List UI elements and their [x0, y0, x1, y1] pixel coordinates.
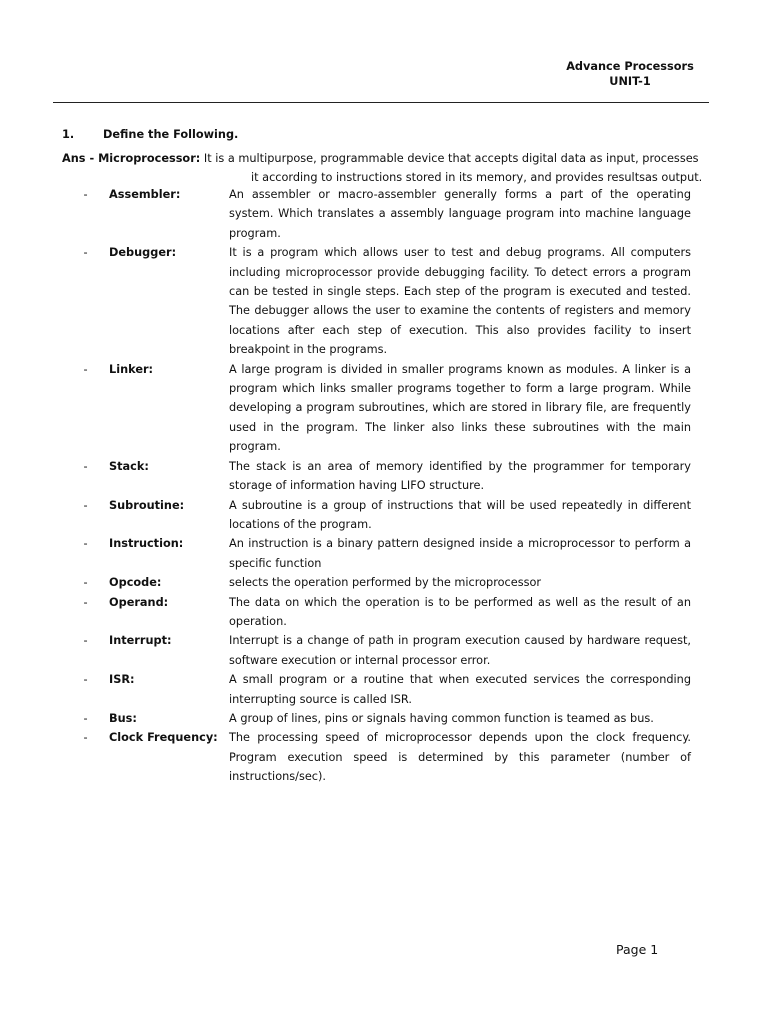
definition-term: Opcode: — [109, 576, 162, 590]
definition-text: A subroutine is a group of instructions that will be used repeatedly in different locations of the program. — [229, 498, 691, 531]
definition-text: selects the operation performed by the microprocessor — [229, 576, 542, 590]
definition-term: Clock Frequency: — [109, 731, 218, 745]
definition-term: Assembler: — [109, 188, 181, 201]
definition-entry — [62, 593, 714, 632]
definition-text: An instruction is a binary pattern designed inside a microprocessor to perform a specific function — [229, 537, 691, 570]
definition-text: A group of lines, pins or signals having common function is teamed as bus. — [229, 711, 654, 725]
definition-entry — [62, 709, 714, 728]
definition-term: Subroutine: — [109, 498, 185, 512]
definition-entry — [62, 631, 714, 670]
definition-term: Linker: — [109, 362, 154, 376]
definition-entry — [62, 360, 714, 457]
definition-list — [62, 185, 714, 787]
definition-text: An assembler or macro-assembler generally forms a part of the operating system. Which translates a assembly language program into machine language program. — [229, 188, 691, 240]
definition-term: Instruction: — [109, 537, 184, 551]
definition-text: A small program or a routine that when executed services the corresponding interrupting source is called ISR. — [229, 673, 691, 706]
definition-text: The stack is an area of memory identified by the programmer for temporary storage of information having LIFO structure. — [229, 459, 691, 493]
header-divider — [53, 102, 709, 103]
definition-text: Interrupt is a change of path in program execution caused by hardware request, software execution or internal processor error. — [229, 634, 691, 667]
definition-entry — [62, 243, 714, 359]
list-dash: - — [83, 576, 88, 590]
definition-term: ISR: — [109, 673, 135, 687]
first-definition-entry — [62, 149, 714, 188]
page-header — [560, 59, 700, 89]
definition-entry — [62, 457, 714, 496]
list-dash: - — [83, 188, 88, 201]
list-dash: - — [83, 731, 88, 745]
list-dash: - — [83, 673, 88, 687]
page-number: Page 1 — [616, 942, 659, 957]
definition-entry — [62, 573, 714, 592]
definition-entry — [62, 185, 714, 243]
definition-term: Debugger: — [109, 246, 177, 260]
question-number: 1. — [62, 128, 75, 141]
list-dash: - — [83, 537, 88, 551]
list-dash: - — [83, 459, 88, 473]
definition-entry — [62, 728, 714, 786]
list-dash: - — [83, 246, 88, 260]
definition-text: It is a program which allows user to test and debug programs. All computers including microprocessor provide debugging facility. To detect errors a program can be tested in single steps. Each step of the program is executed and tested. The debugger allows the user to examine the contents of registers and memory locations after each step of execution. This also provides facility to insert breakpoint in the programs. — [229, 246, 691, 357]
list-dash: - — [83, 711, 88, 725]
first-entry-definition-line1: It is a multipurpose, programmable device that accepts digital data as input, processes — [203, 152, 699, 165]
definition-term: Interrupt: — [109, 634, 172, 648]
list-dash: - — [83, 362, 88, 376]
first-entry-definition-line2: it according to instructions stored in its memory, and provides resultsas output. — [251, 171, 703, 185]
definition-term: Operand: — [109, 595, 169, 609]
list-dash: - — [83, 498, 88, 512]
question-title: Define the Following. — [103, 128, 239, 141]
definition-entry — [62, 534, 714, 573]
definition-text: The data on which the operation is to be performed as well as the result of an operation. — [229, 595, 691, 628]
definition-text: The processing speed of microprocessor depends upon the clock frequency. Program execution speed is determined by this parameter (number of instructions/sec). — [229, 731, 691, 784]
header-title: Advance Processors — [566, 60, 694, 73]
definition-term: Bus: — [109, 711, 137, 725]
first-entry-term: Ans - Microprocessor: — [62, 152, 201, 165]
list-dash: - — [83, 634, 88, 648]
header-unit: UNIT-1 — [609, 75, 651, 88]
definition-text: A large program is divided in smaller programs known as modules. A linker is a program which links smaller programs together to form a large program. While developing a program subroutines, which are stored in library file, are frequently used in the program. The linker also links these subroutines with the main program. — [229, 362, 691, 454]
definition-term: Stack: — [109, 459, 149, 473]
definition-entry — [62, 496, 714, 535]
list-dash: - — [83, 595, 88, 609]
definition-entry — [62, 670, 714, 709]
